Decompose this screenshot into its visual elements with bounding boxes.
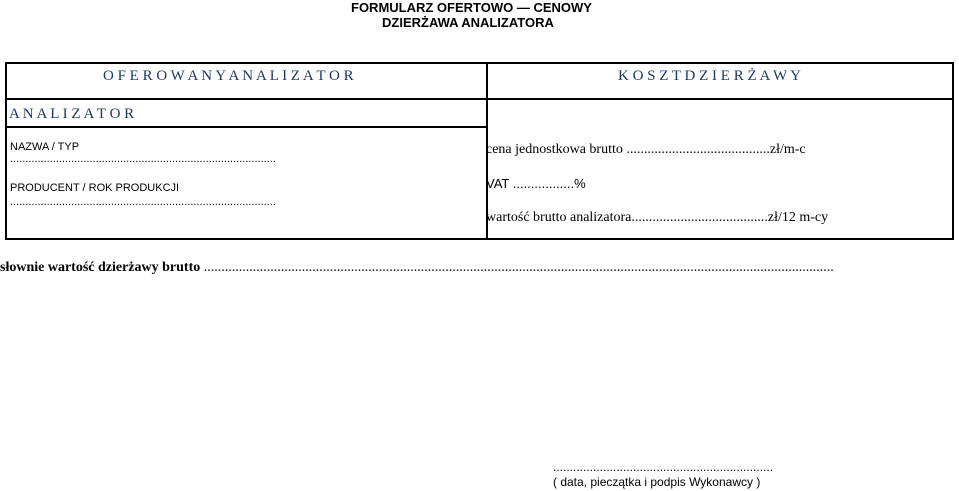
signature-caption: ( data, pieczątka i podpis Wykonawcy ) [553, 475, 761, 489]
form-subtitle: DZIERŻAWA ANALIZATORA [382, 15, 554, 30]
form-title: FORMULARZ OFERTOWO — CENOWY [351, 0, 592, 15]
name-type-field[interactable]: ....................................................................................... [10, 153, 276, 165]
name-type-label: NAZWA / TYP [10, 141, 80, 153]
producer-year-field[interactable]: ....................................................................................... [10, 196, 276, 208]
amount-in-words-label: słownie wartość dzierżawy brutto [0, 260, 201, 275]
producer-year-label: PRODUCENT / ROK PRODUKCJI [10, 182, 180, 194]
section-label-analyzer: A N A L I Z A T O R [9, 106, 135, 122]
vat-field[interactable]: VAT .................% [486, 176, 586, 191]
unit-price-gross-field[interactable]: cena jednostkowa brutto .........................................zł/m-c [486, 142, 806, 157]
analyzer-gross-value-field[interactable]: wartość brutto analizatora.......................................zł/12 m-cy [486, 210, 829, 225]
amount-in-words-line [0, 260, 834, 276]
signature-field[interactable]: .................................................................. [553, 460, 774, 474]
table-header-divider [7, 98, 952, 100]
column-header-lease-cost: K O S Z T D Z I E R Ż A W Y [618, 68, 801, 84]
table-section-divider [7, 126, 486, 128]
offer-table [5, 62, 954, 240]
amount-in-words-field[interactable]: .................................................................................................................................................................................... [203, 260, 834, 275]
column-header-offered-analyzer: O F E R O W A N Y A N A L I Z A T O R [103, 68, 354, 84]
